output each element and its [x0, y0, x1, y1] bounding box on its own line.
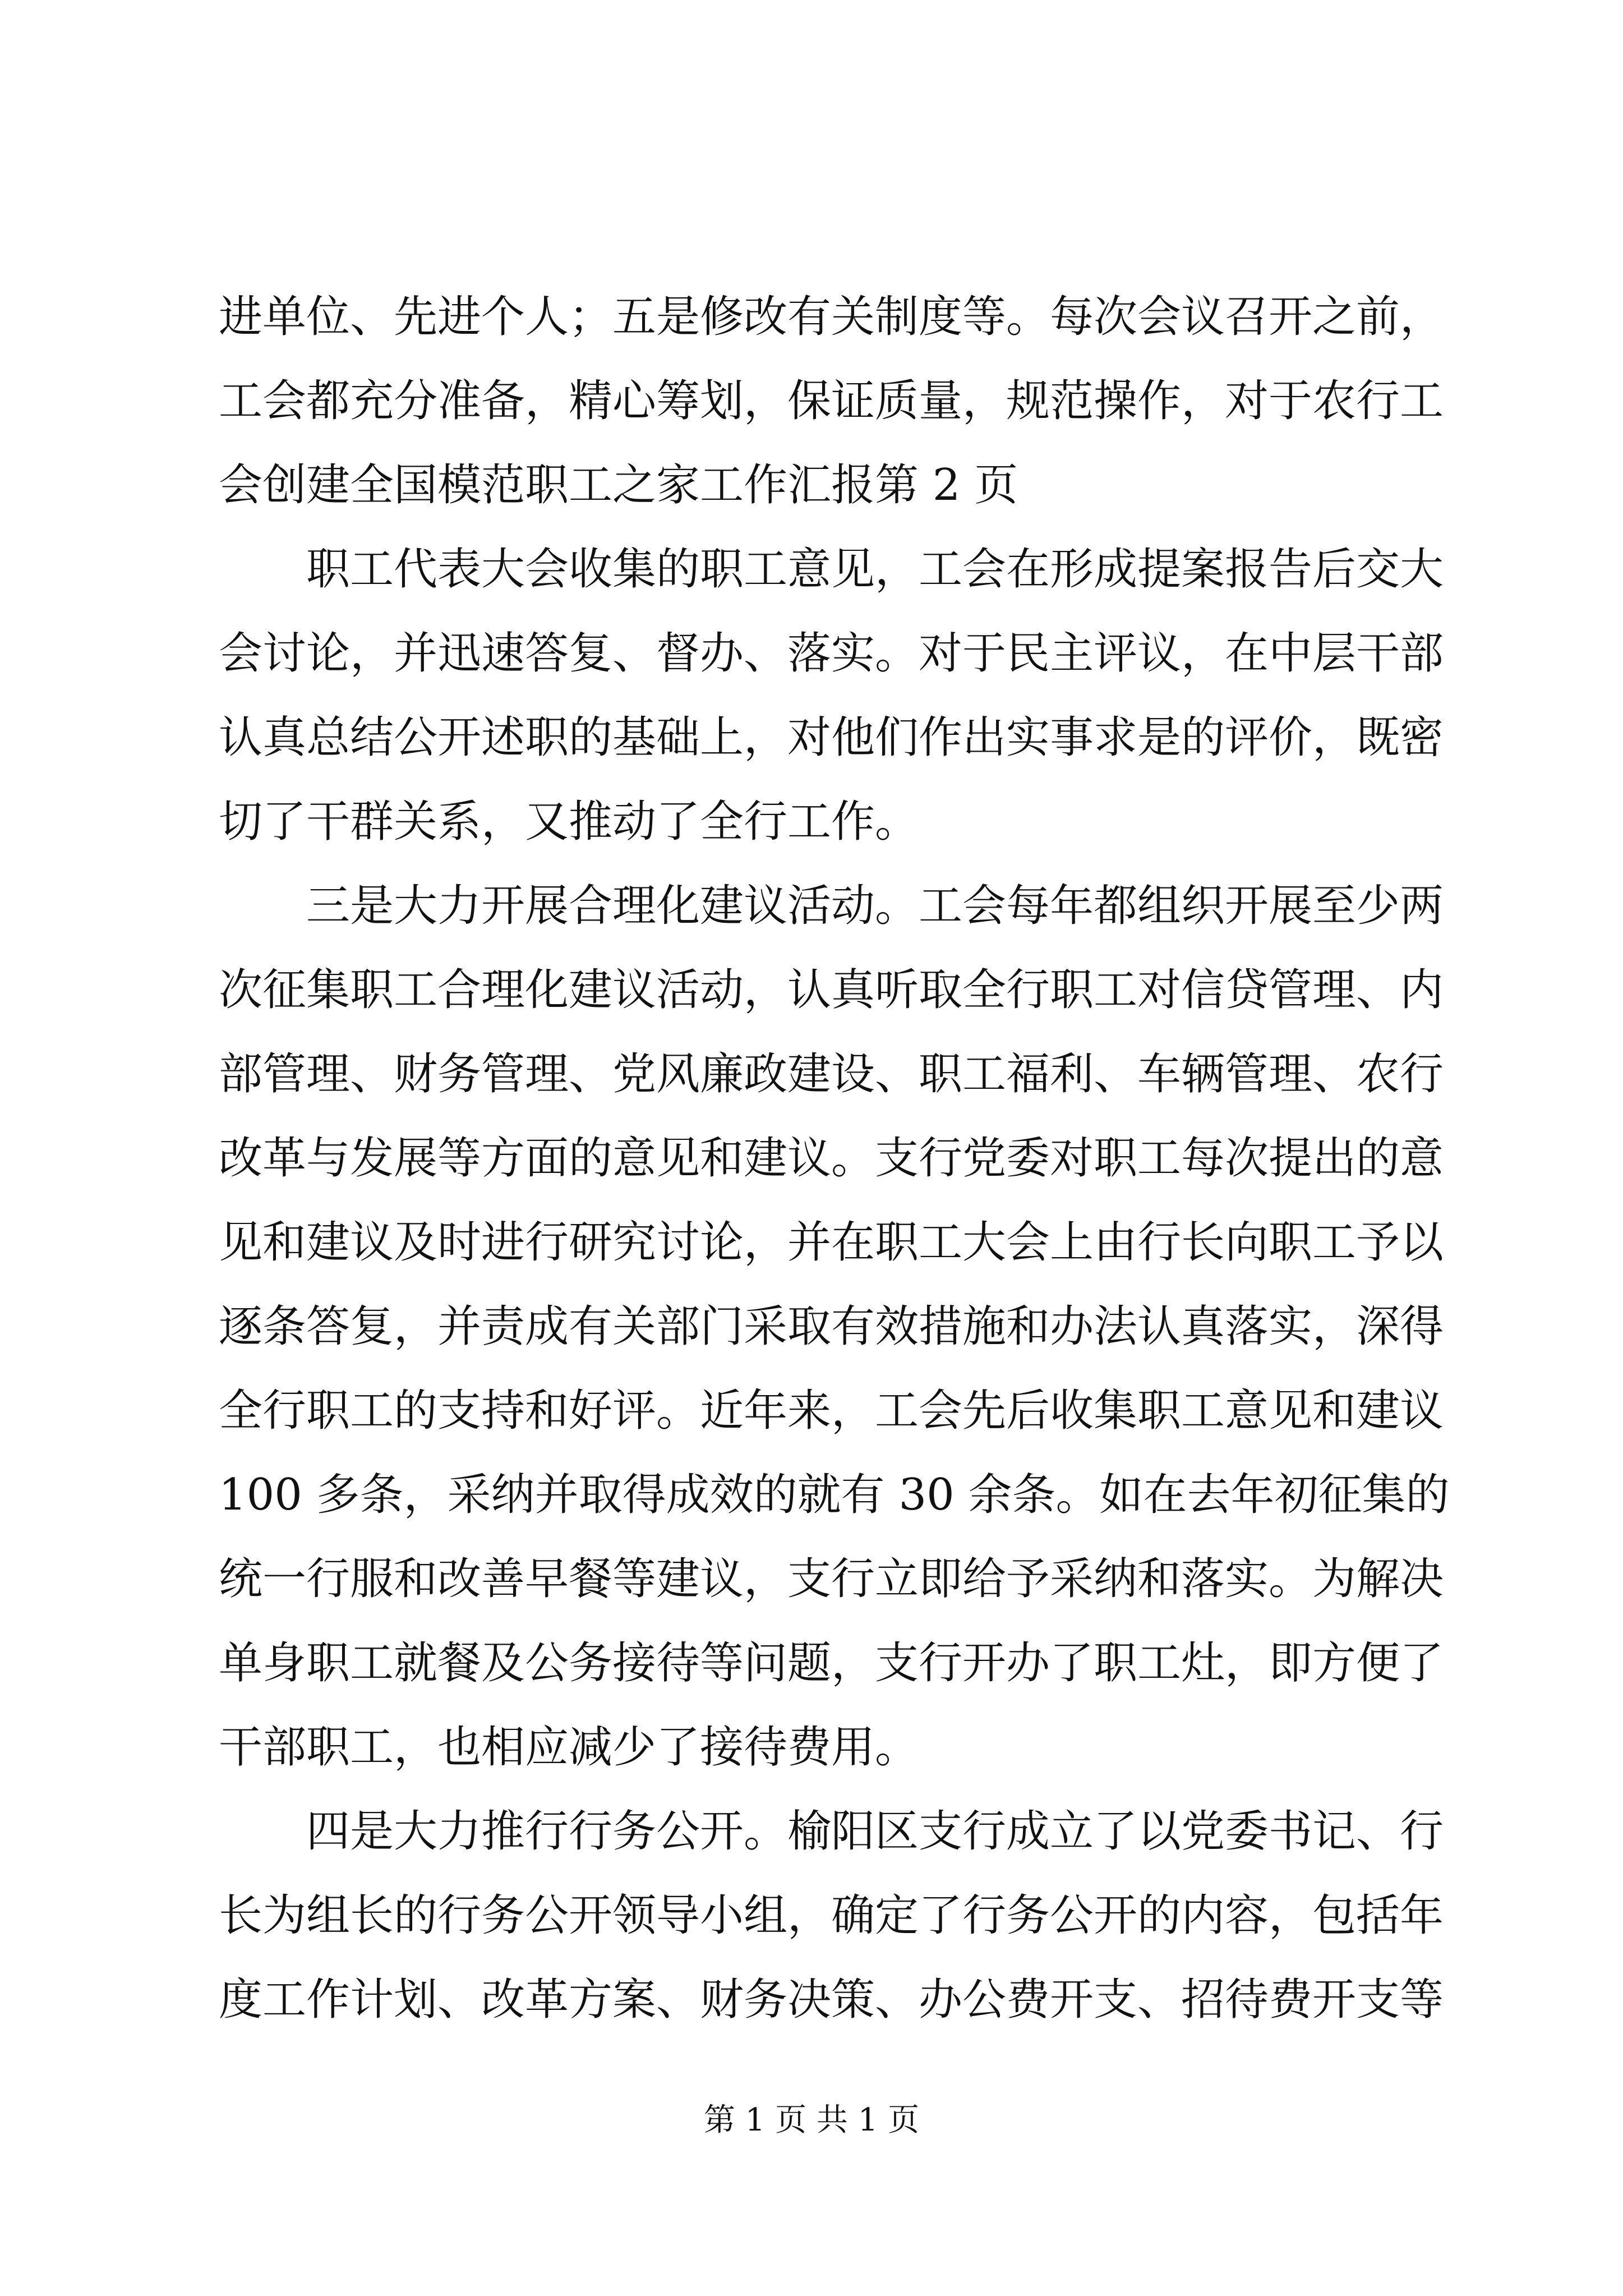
text-line: 会讨论，并迅速答复、督办、落实。对于民主评议，在中层干部	[219, 628, 1444, 679]
paragraph-2	[219, 527, 1444, 864]
paragraph-1	[219, 275, 1444, 527]
page-footer	[0, 2101, 1623, 2140]
paragraph-3	[219, 864, 1450, 1789]
text-line: 100 多条，采纳并取得成效的就有 30 余条。如在去年初征集的	[219, 1470, 1450, 1520]
text-line: 改革与发展等方面的意见和建议。支行党委对职工每次提出的意	[219, 1133, 1444, 1184]
text-line: 逐条答复，并责成有关部门采取有效措施和办法认真落实，深得	[219, 1301, 1444, 1352]
text-line: 度工作计划、改革方案、财务决策、办公费开支、招待费开支等	[219, 1975, 1444, 2025]
text-line: 工会都充分准备，精心筹划，保证质量，规范操作，对于农行工	[219, 376, 1444, 426]
text-line: 干部职工，也相应减少了接待费用。	[219, 1722, 919, 1773]
text-line: 三是大力开展合理化建议活动。工会每年都组织开展至少两	[306, 881, 1444, 931]
text-line: 部管理、财务管理、党风廉政建设、职工福利、车辆管理、农行	[219, 1049, 1444, 1099]
text-line: 认真总结公开述职的基础上，对他们作出实事求是的评价，既密	[219, 712, 1444, 763]
text-line: 会创建全国模范职工之家工作汇报第 2 页	[219, 460, 1018, 510]
text-line: 长为组长的行务公开领导小组，确定了行务公开的内容，包括年	[219, 1890, 1444, 1941]
text-line: 进单位、先进个人；五是修改有关制度等。每次会议召开之前，	[219, 292, 1444, 342]
paragraph-4	[219, 1789, 1444, 2042]
text-line: 统一行服和改善早餐等建议，支行立即给予采纳和落实。为解决	[219, 1554, 1444, 1604]
text-line: 职工代表大会收集的职工意见，工会在形成提案报告后交大	[306, 544, 1444, 595]
document-body	[219, 275, 1450, 2042]
text-line: 见和建议及时进行研究讨论，并在职工大会上由行长向职工予以	[219, 1217, 1444, 1268]
text-line: 次征集职工合理化建议活动，认真听取全行职工对信贷管理、内	[219, 965, 1444, 1015]
text-line: 单身职工就餐及公务接待等问题，支行开办了职工灶，即方便了	[219, 1638, 1444, 1688]
text-line: 四是大力推行行务公开。榆阳区支行成立了以党委书记、行	[306, 1806, 1444, 1857]
text-line: 全行职工的支持和好评。近年来，工会先后收集职工意见和建议	[219, 1386, 1444, 1436]
page-number-label: 第 1 页 共 1 页	[703, 2102, 920, 2138]
text-line: 切了干群关系，又推动了全行工作。	[219, 797, 919, 847]
